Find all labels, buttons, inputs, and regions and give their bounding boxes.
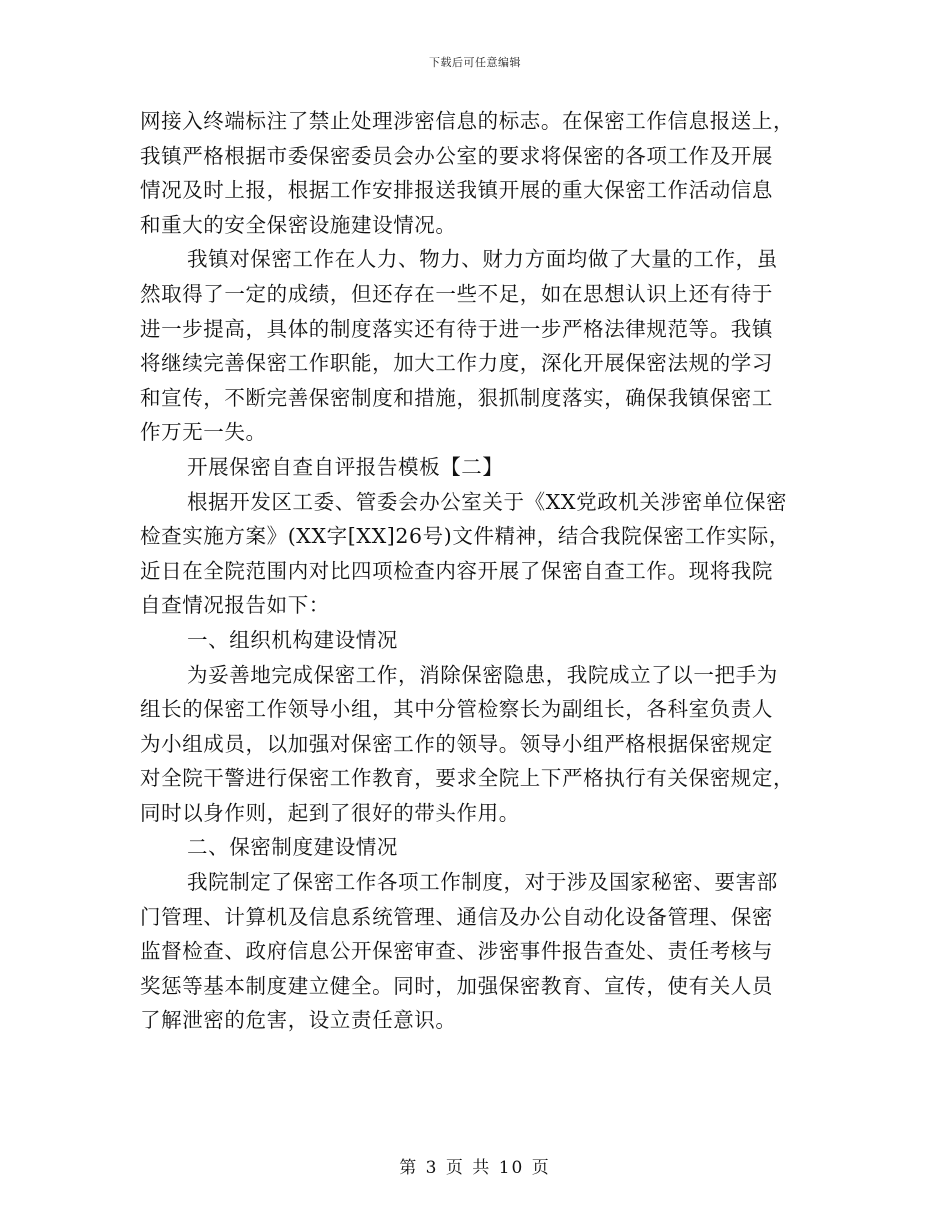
text-line: 了解泄密的危害，设立责任意识。 — [140, 1008, 457, 1033]
text-line: 作万无一失。 — [140, 420, 267, 445]
text-line: 将继续完善保密工作职能，加大工作力度，深化开展保密法规的学习 — [140, 351, 773, 376]
text-line: 门管理、计算机及信息系统管理、通信及办公自动化设备管理、保密 — [140, 904, 773, 929]
text-line: 为妥善地完成保密工作，消除保密隐患，我院成立了以一把手为 — [187, 662, 778, 687]
document-body — [140, 104, 816, 1038]
text-line: 检查实施方案》(XX字[XX]26号)文件精神，结合我院保密工作实际， — [140, 524, 790, 549]
text-line: 同时以身作则，起到了很好的带头作用。 — [140, 800, 520, 825]
text-line: 情况及时上报，根据工作安排报送我镇开展的重大保密工作活动信息 — [140, 178, 773, 203]
page-number: 第 3 页 共 10 页 — [399, 1158, 551, 1178]
text-line: 然取得了一定的成绩，但还存在一些不足，如在思想认识上还有待于 — [140, 281, 773, 306]
text-line: 对全院干警进行保密工作教育，要求全院上下严格执行有关保密规定， — [140, 766, 795, 791]
text-line: 奖惩等基本制度建立健全。同时，加强保密教育、宣传，使有关人员 — [140, 973, 773, 998]
text-line: 和重大的安全保密设施建设情况。 — [140, 212, 457, 237]
text-line: 我镇严格根据市委保密委员会办公室的要求将保密的各项工作及开展 — [140, 143, 773, 168]
text-line: 网接入终端标注了禁止处理涉密信息的标志。在保密工作信息报送上， — [140, 109, 795, 133]
text-line: 为小组成员，以加强对保密工作的领导。领导小组严格根据保密规定 — [140, 731, 773, 756]
text-line: 近日在全院范围内对比四项检查内容开展了保密自查工作。现将我院 — [140, 558, 773, 583]
text-line: 二、保密制度建设情况 — [187, 835, 398, 860]
text-line: 自查情况报告如下： — [140, 593, 330, 618]
text-line: 根据开发区工委、管委会办公室关于《XX党政机关涉密单位保密 — [187, 489, 788, 514]
text-line: 我镇对保密工作在人力、物力、财力方面均做了大量的工作，虽 — [187, 247, 778, 272]
text-line: 进一步提高，具体的制度落实还有待于进一步严格法律规范等。我镇 — [140, 316, 773, 341]
text-line: 开展保密自查自评报告模板【二】 — [187, 454, 504, 479]
text-line: 和宣传，不断完善保密制度和措施，狠抓制度落实，确保我镇保密工 — [140, 385, 773, 410]
text-line: 组长的保密工作领导小组，其中分管检察长为副组长，各科室负责人 — [140, 697, 773, 722]
page-header: 下载后可任意编辑 — [429, 56, 521, 69]
text-line: 一、组织机构建设情况 — [187, 627, 398, 652]
text-line: 我院制定了保密工作各项工作制度，对于涉及国家秘密、要害部 — [187, 870, 778, 895]
text-line: 监督检查、政府信息公开保密审查、涉密事件报告查处、责任考核与 — [140, 939, 773, 964]
